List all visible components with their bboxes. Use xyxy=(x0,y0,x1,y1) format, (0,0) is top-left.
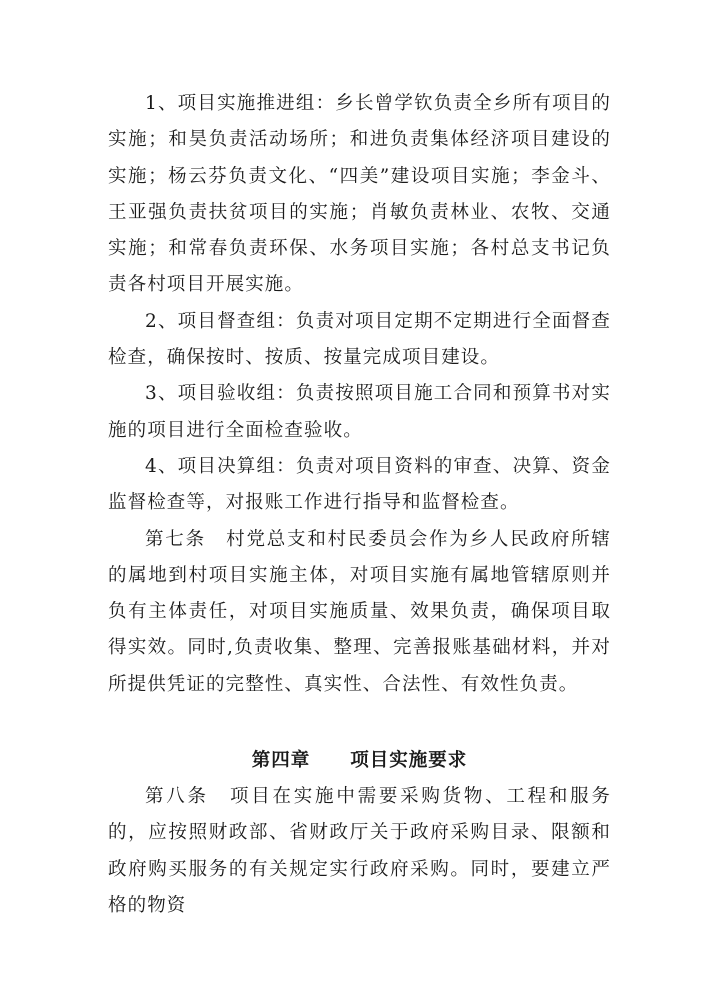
paragraph-acceptance-group: 3、项目验收组：负责按照项目施工合同和预算书对实施的项目进行全面检查验收。 xyxy=(108,383,611,441)
paragraph-supervision-group: 2、项目督查组：负责对项目定期不定期进行全面督查检查，确保按时、按质、按量完成项目建设。 xyxy=(108,310,611,369)
chapter-number: 第四章 xyxy=(251,750,311,772)
chapter-title: 项目实施要求 xyxy=(350,750,468,772)
paragraph-article-7: 第七条 村党总支和村民委员会作为乡人民政府所辖的属地到村项目实施主体，对项目实施有属地管辖原则并负有主体责任，对项目实施质量、效果负责，确保项目取得实效。同时,负责收集、整理、完善报账基础材料，并对所提供凭证的完整性、真实性、合法性、有效性负责。 xyxy=(108,528,611,695)
paragraph-article-8: 第八条 项目在实施中需要采购货物、工程和服务的，应按照财政部、省财政厅关于政府采购目录、限额和政府购买服务的有关规定实行政府采购。同时，要建立严格的物资 xyxy=(108,786,611,916)
paragraph-implementation-group: 1、项目实施推进组：乡长曾学钦负责全乡所有项目的实施；和昊负责活动场所；和进负责集体经济项目建设的实施；杨云芬负责文化、“四美”建设项目实施；李金斗、王亚强负责扶贫项目的实施；肖敏负责林业、农牧、交通实施；和常春负责环保、水务项目实施；各村总支书记负责各村项目开展实施。 xyxy=(108,93,611,296)
paragraph-settlement-group: 4、项目决算组：负责对项目资料的审查、决算、资金监督检查等，对报账工作进行指导和监督检查。 xyxy=(108,455,611,514)
chapter-heading xyxy=(108,743,611,779)
